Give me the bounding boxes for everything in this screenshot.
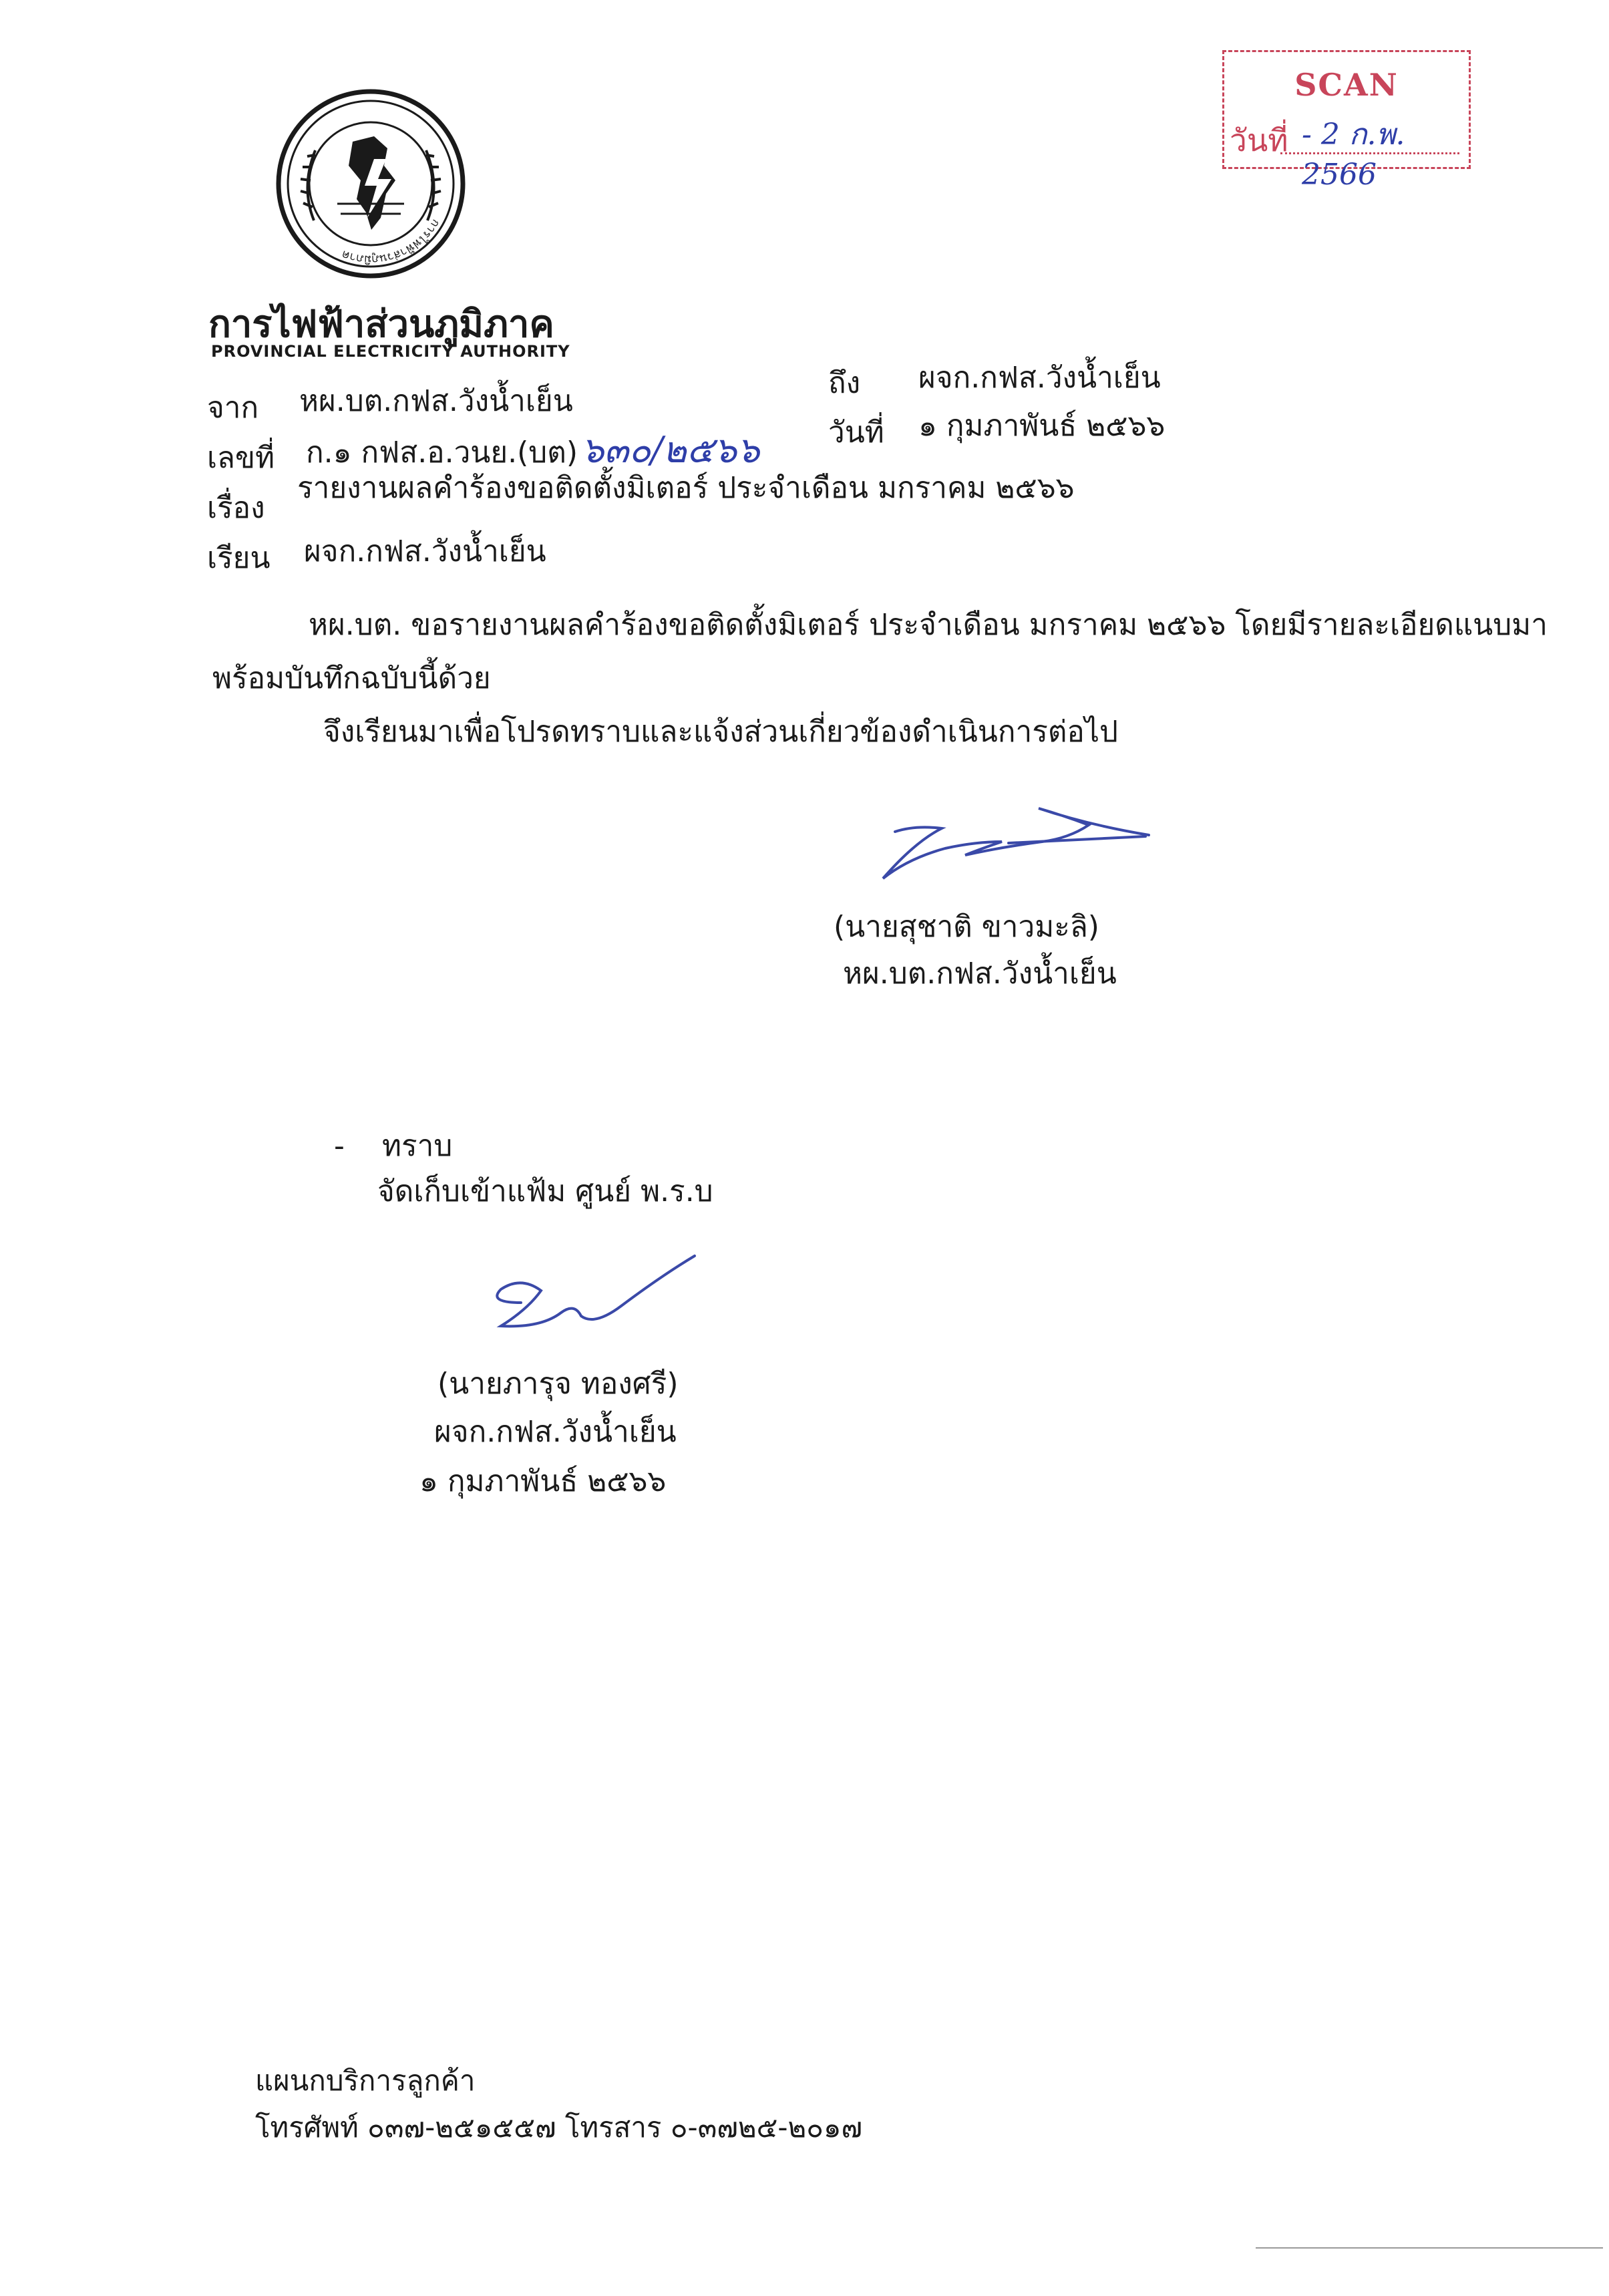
- addressee-value: ผจก.กฟส.วังน้ำเย็น: [304, 534, 546, 568]
- to-label: ถึง: [828, 366, 861, 400]
- stamp-title: SCAN: [1294, 67, 1399, 103]
- signature-2-icon: [481, 1249, 701, 1349]
- stamp-date-value: - 2 ก.พ. 2566: [1302, 118, 1405, 192]
- scan-stamp: [1222, 50, 1471, 192]
- pea-seal-icon: [274, 87, 468, 281]
- note-line-2: จัดเก็บเข้าแฟ้ม ศูนย์ พ.ร.บ: [377, 1174, 713, 1208]
- to-value: ผจก.กฟส.วังน้ำเย็น: [918, 361, 1161, 395]
- date-value: ๑ กุมภาพันธ์ ๒๕๖๖: [918, 409, 1166, 443]
- signature-1-position: หผ.บต.กฟส.วังน้ำเย็น: [843, 957, 1117, 991]
- body-paragraph-1-line-1: หผ.บต. ขอรายงานผลคำร้องขอติดตั้งมิเตอร์ ประจำเดือน มกราคม ๒๕๖๖ โดยมีรายละเอียดแนบมา: [309, 608, 1548, 642]
- note-line-1: ทราบ: [382, 1129, 453, 1163]
- number-label: เลขที่: [207, 441, 275, 475]
- number-handwritten: ๖๓๐/๒๕๖๖: [581, 429, 760, 471]
- org-name-english: PROVINCIAL ELECTRICITY AUTHORITY: [211, 342, 570, 361]
- signature-2-name: (นายภารุจ ทองศรี): [437, 1367, 679, 1401]
- signature-1-icon: [868, 795, 1162, 888]
- body-paragraph-1-line-2: พร้อมบันทึกฉบับนี้ด้วย: [212, 661, 491, 695]
- footer-department: แผนกบริการลูกค้า: [255, 2064, 476, 2097]
- number-value: ก.๑ กฟส.อ.วนย.(บต): [306, 436, 578, 470]
- scan-edge-line: [1256, 2247, 1603, 2249]
- signature-1-name: (นายสุชาติ ขาวมะลิ): [834, 910, 1099, 944]
- footer-contact: โทรศัพท์ ๐๓๗-๒๕๑๕๕๗ โทรสาร ๐-๓๗๒๕-๒๐๑๗: [255, 2111, 863, 2144]
- logo-ring-text: การไฟฟ้าส่วนภูมิภาค: [339, 216, 443, 267]
- from-value: หผ.บต.กฟส.วังน้ำเย็น: [299, 384, 573, 418]
- signature-2-date: ๑ กุมภาพันธ์ ๒๕๖๖: [419, 1464, 667, 1498]
- org-name-thai: การไฟฟ้าส่วนภูมิภาค: [208, 303, 554, 346]
- date-label: วันที่: [828, 416, 884, 450]
- from-label: จาก: [207, 391, 259, 425]
- subject-value: รายงานผลคำร้องขอติดตั้งมิเตอร์ ประจำเดือน มกราคม ๒๕๖๖: [297, 471, 1075, 505]
- note-bullet: -: [334, 1129, 345, 1163]
- body-paragraph-2: จึงเรียนมาเพื่อโปรดทราบและแจ้งส่วนเกี่ยวข้องดำเนินการต่อไป: [323, 715, 1118, 749]
- subject-label: เรื่อง: [207, 491, 265, 525]
- signature-2-position: ผจก.กฟส.วังน้ำเย็น: [434, 1415, 677, 1449]
- addressee-label: เรียน: [207, 541, 271, 575]
- stamp-date-label: วันที่: [1230, 122, 1288, 158]
